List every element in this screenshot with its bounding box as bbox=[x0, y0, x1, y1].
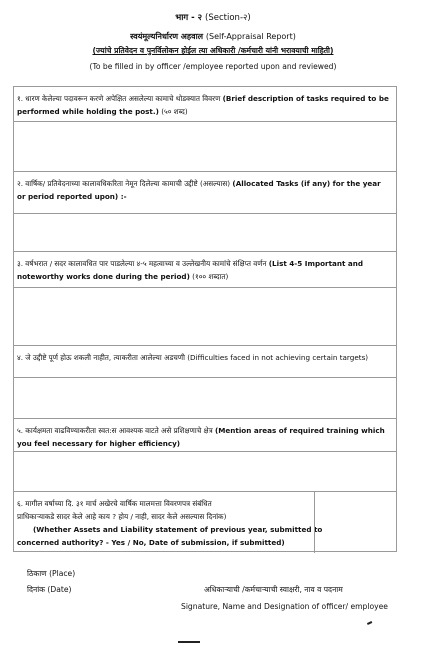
part-label: भाग - २ bbox=[175, 13, 203, 23]
question-2-marathi: २. वार्षिक/ प्रतिवेदनाच्या कालावधिकरिता नेमून दिलेल्या कामाची उद्दीष्टे (असल्यास) bbox=[17, 179, 231, 188]
question-5-marathi: ५. कार्यक्षमता वाढविण्याकरीता स्वत:स आवश्यक वाटते असे प्रशिक्षणाचे क्षेत्र bbox=[17, 426, 213, 435]
question-4-english: (Difficulties faced in not achieving certain targets) bbox=[187, 353, 369, 362]
report-title-english: (Self-Appraisal Report) bbox=[205, 32, 296, 41]
question-6-marathi-line1: ६. मागील वर्षाच्या दि. ३१ मार्च अखेरचे वार्षिक मालमत्ता विवरणपत्र संबंधित bbox=[17, 499, 212, 508]
question-1-marathi: १. धारण केलेल्या पदावरून करणे अपेक्षित असलेल्या कामाचे थोडक्यात विवरण bbox=[17, 94, 221, 103]
signature-label-english: Signature, Name and Designation of officer/ employee bbox=[181, 602, 388, 611]
signature-label-marathi: अधिकाऱ्याची /कर्मचाऱ्याची स्वाक्षरी, नाव व पदनाम bbox=[204, 585, 343, 594]
place-label: ठिकाण (Place) bbox=[27, 569, 76, 578]
question-6-english-line2: concerned authority? - Yes / No, Date of submission, if submitted) bbox=[17, 538, 285, 547]
question-1-answer-area[interactable] bbox=[14, 122, 396, 172]
self-appraisal-form bbox=[13, 86, 397, 552]
section-label: (Section-२) bbox=[205, 13, 251, 23]
question-6-english-line1: (Whether Assets and Liability statement of previous year, submitted to bbox=[33, 525, 323, 534]
question-3-english: (List 4-5 Important and noteworthy works done during the period) bbox=[17, 259, 364, 281]
question-2-label bbox=[14, 172, 396, 214]
question-4-answer-area[interactable] bbox=[14, 378, 396, 419]
question-4-label bbox=[14, 346, 396, 378]
question-4-marathi: ४. जे उद्दीष्टे पूर्ण होऊ शकली नाहीत, त्याकरीता आलेल्या अडचणी bbox=[17, 353, 185, 362]
question-3-label bbox=[14, 252, 396, 288]
question-3-marathi: ३. वर्षभरात / सदर कालावधित पार पाडलेल्या ४-५ महत्वाच्या व उल्लेखनीय कामांचे संक्षिप्त वर्णन bbox=[17, 259, 267, 268]
question-6-label bbox=[14, 492, 396, 553]
report-title-marathi: स्वयंमूल्यनिर्धारण अहवाल bbox=[130, 32, 204, 41]
stray-mark bbox=[367, 621, 372, 624]
fill-instruction: (To be filled in by officer /employee reported upon and reviewed) bbox=[89, 62, 337, 71]
date-label: दिनांक (Date) bbox=[27, 585, 72, 594]
question-5-english: (Mention areas of required training which you feel necessary for higher efficiency) bbox=[17, 426, 385, 448]
question-2-answer-area[interactable] bbox=[14, 214, 396, 252]
question-5-answer-area[interactable] bbox=[14, 452, 396, 492]
question-6-marathi-line2: प्राधिकाऱ्याकडे सादर केले आहे काय ? होय / नाही, सादर केले असल्यास दिनांक) bbox=[17, 512, 227, 521]
report-title bbox=[0, 31, 426, 42]
question-1-word-limit: (५० शब्द) bbox=[161, 107, 188, 116]
question-3-word-limit: (१०० शब्दात) bbox=[192, 272, 229, 281]
question-2-english: (Allocated Tasks (if any) for the year or period reported upon) :- bbox=[17, 179, 381, 201]
question-1-english: (Brief description of tasks required to be performed while holding the post.) bbox=[17, 94, 389, 116]
part-heading bbox=[0, 12, 426, 23]
page-bottom-rule bbox=[178, 641, 200, 643]
question-6-answer-cell[interactable] bbox=[314, 492, 315, 553]
question-3-answer-area[interactable] bbox=[14, 288, 396, 346]
question-1-label bbox=[14, 87, 396, 122]
report-subtitle: (ज्यांचे प्रतिवेदन व पुनर्विलोकन होईल त्या अधिकारी /कर्मचारी यांनी भरावयाची माहिती) bbox=[92, 46, 334, 55]
question-5-label bbox=[14, 419, 396, 452]
